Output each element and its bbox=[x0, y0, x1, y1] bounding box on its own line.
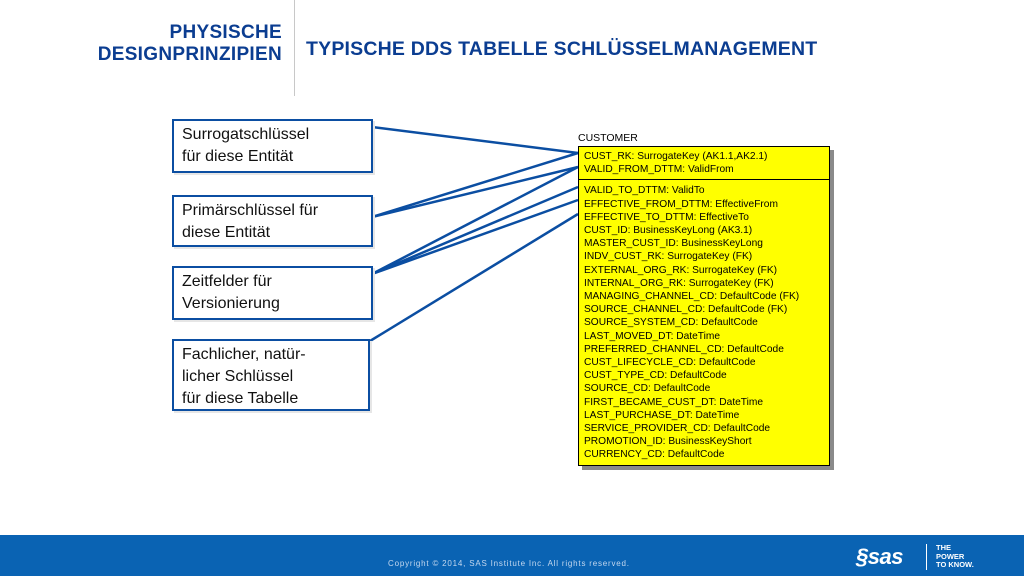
footer-bar bbox=[0, 535, 1024, 576]
attribute-row: SOURCE_CD: DefaultCode bbox=[584, 383, 711, 395]
attribute-row: PREFERRED_CHANNEL_CD: DefaultCode bbox=[584, 343, 784, 355]
attribute-row: CURRENCY_CD: DefaultCode bbox=[584, 449, 725, 461]
attribute-row: MASTER_CUST_ID: BusinessKeyLong bbox=[584, 238, 763, 250]
callout-line: diese Entität bbox=[182, 224, 271, 241]
tagline-line: POWER bbox=[936, 551, 965, 561]
tagline-line: TO KNOW. bbox=[936, 560, 974, 569]
attribute-row: LAST_PURCHASE_DT: DateTime bbox=[584, 409, 740, 421]
attribute-row: EFFECTIVE_TO_DTTM: EffectiveTo bbox=[584, 211, 749, 223]
connector-surrogate-key bbox=[372, 127, 578, 153]
callout-line: für diese Entität bbox=[182, 148, 294, 165]
callout-line: Zeitfelder für bbox=[182, 273, 272, 290]
attribute-row: VALID_FROM_DTTM: ValidFrom bbox=[584, 164, 734, 176]
callout-versioning bbox=[172, 266, 373, 320]
slide-title: TYPISCHE DDS TABELLE SCHLÜSSELMANAGEMENT bbox=[306, 38, 818, 60]
sas-logo: §sas bbox=[856, 544, 903, 569]
attribute-row: CUST_TYPE_CD: DefaultCode bbox=[584, 370, 727, 382]
entity-name: CUSTOMER bbox=[578, 132, 638, 144]
attribute-row: FIRST_BECAME_CUST_DT: DateTime bbox=[584, 396, 764, 408]
attribute-row: CUST_LIFECYCLE_CD: DefaultCode bbox=[584, 357, 756, 369]
connector-business-key bbox=[370, 214, 578, 341]
logo-divider bbox=[926, 544, 927, 570]
attribute-row: SOURCE_CHANNEL_CD: DefaultCode (FK) bbox=[584, 304, 788, 316]
tagline-line: THE bbox=[936, 543, 951, 552]
section-title-line1: PHYSISCHE bbox=[169, 22, 282, 43]
callout-primary-key bbox=[172, 195, 373, 247]
attribute-row: MANAGING_CHANNEL_CD: DefaultCode (FK) bbox=[584, 291, 800, 303]
attribute-row: SOURCE_SYSTEM_CD: DefaultCode bbox=[584, 317, 758, 329]
customer-entity-box bbox=[578, 146, 830, 466]
attribute-row: VALID_TO_DTTM: ValidTo bbox=[584, 185, 705, 197]
attribute-row: EFFECTIVE_FROM_DTTM: EffectiveFrom bbox=[584, 198, 778, 210]
attribute-row: INTERNAL_ORG_RK: SurrogateKey (FK) bbox=[584, 277, 774, 289]
copyright-text: Copyright © 2014, SAS Institute Inc. All rights reserved. bbox=[388, 559, 630, 568]
connector-versioning-1 bbox=[372, 167, 578, 274]
callout-line: für diese Tabelle bbox=[182, 390, 299, 407]
attribute-row: CUST_ID: BusinessKeyLong (AK3.1) bbox=[584, 225, 753, 237]
connector-versioning-3 bbox=[372, 200, 578, 274]
callout-line: Fachlicher, natür- bbox=[182, 346, 306, 363]
attribute-row: CUST_RK: SurrogateKey (AK1.1,AK2.1) bbox=[584, 151, 768, 162]
attribute-row: LAST_MOVED_DT: DateTime bbox=[584, 330, 721, 342]
callout-line: Primärschlüssel für bbox=[182, 202, 319, 219]
non-key-attributes bbox=[579, 180, 829, 461]
key-attributes bbox=[579, 147, 829, 180]
callout-line: Versionierung bbox=[182, 295, 280, 312]
attribute-row: SERVICE_PROVIDER_CD: DefaultCode bbox=[584, 423, 771, 435]
attribute-row: PROMOTION_ID: BusinessKeyShort bbox=[584, 436, 752, 448]
callout-line: Surrogatschlüssel bbox=[182, 126, 310, 143]
callout-line: licher Schlüssel bbox=[182, 368, 294, 385]
tagline bbox=[936, 544, 974, 570]
connector-primary-key-2 bbox=[372, 167, 578, 217]
connector-versioning-2 bbox=[372, 187, 578, 274]
attribute-row: INDV_CUST_RK: SurrogateKey (FK) bbox=[584, 251, 753, 263]
connector-primary-key-1 bbox=[372, 153, 578, 217]
callout-business-key bbox=[172, 339, 370, 411]
callout-surrogate-key bbox=[172, 119, 373, 173]
attribute-row: EXTERNAL_ORG_RK: SurrogateKey (FK) bbox=[584, 264, 778, 276]
section-title-line2: DESIGNPRINZIPIEN bbox=[97, 44, 282, 65]
